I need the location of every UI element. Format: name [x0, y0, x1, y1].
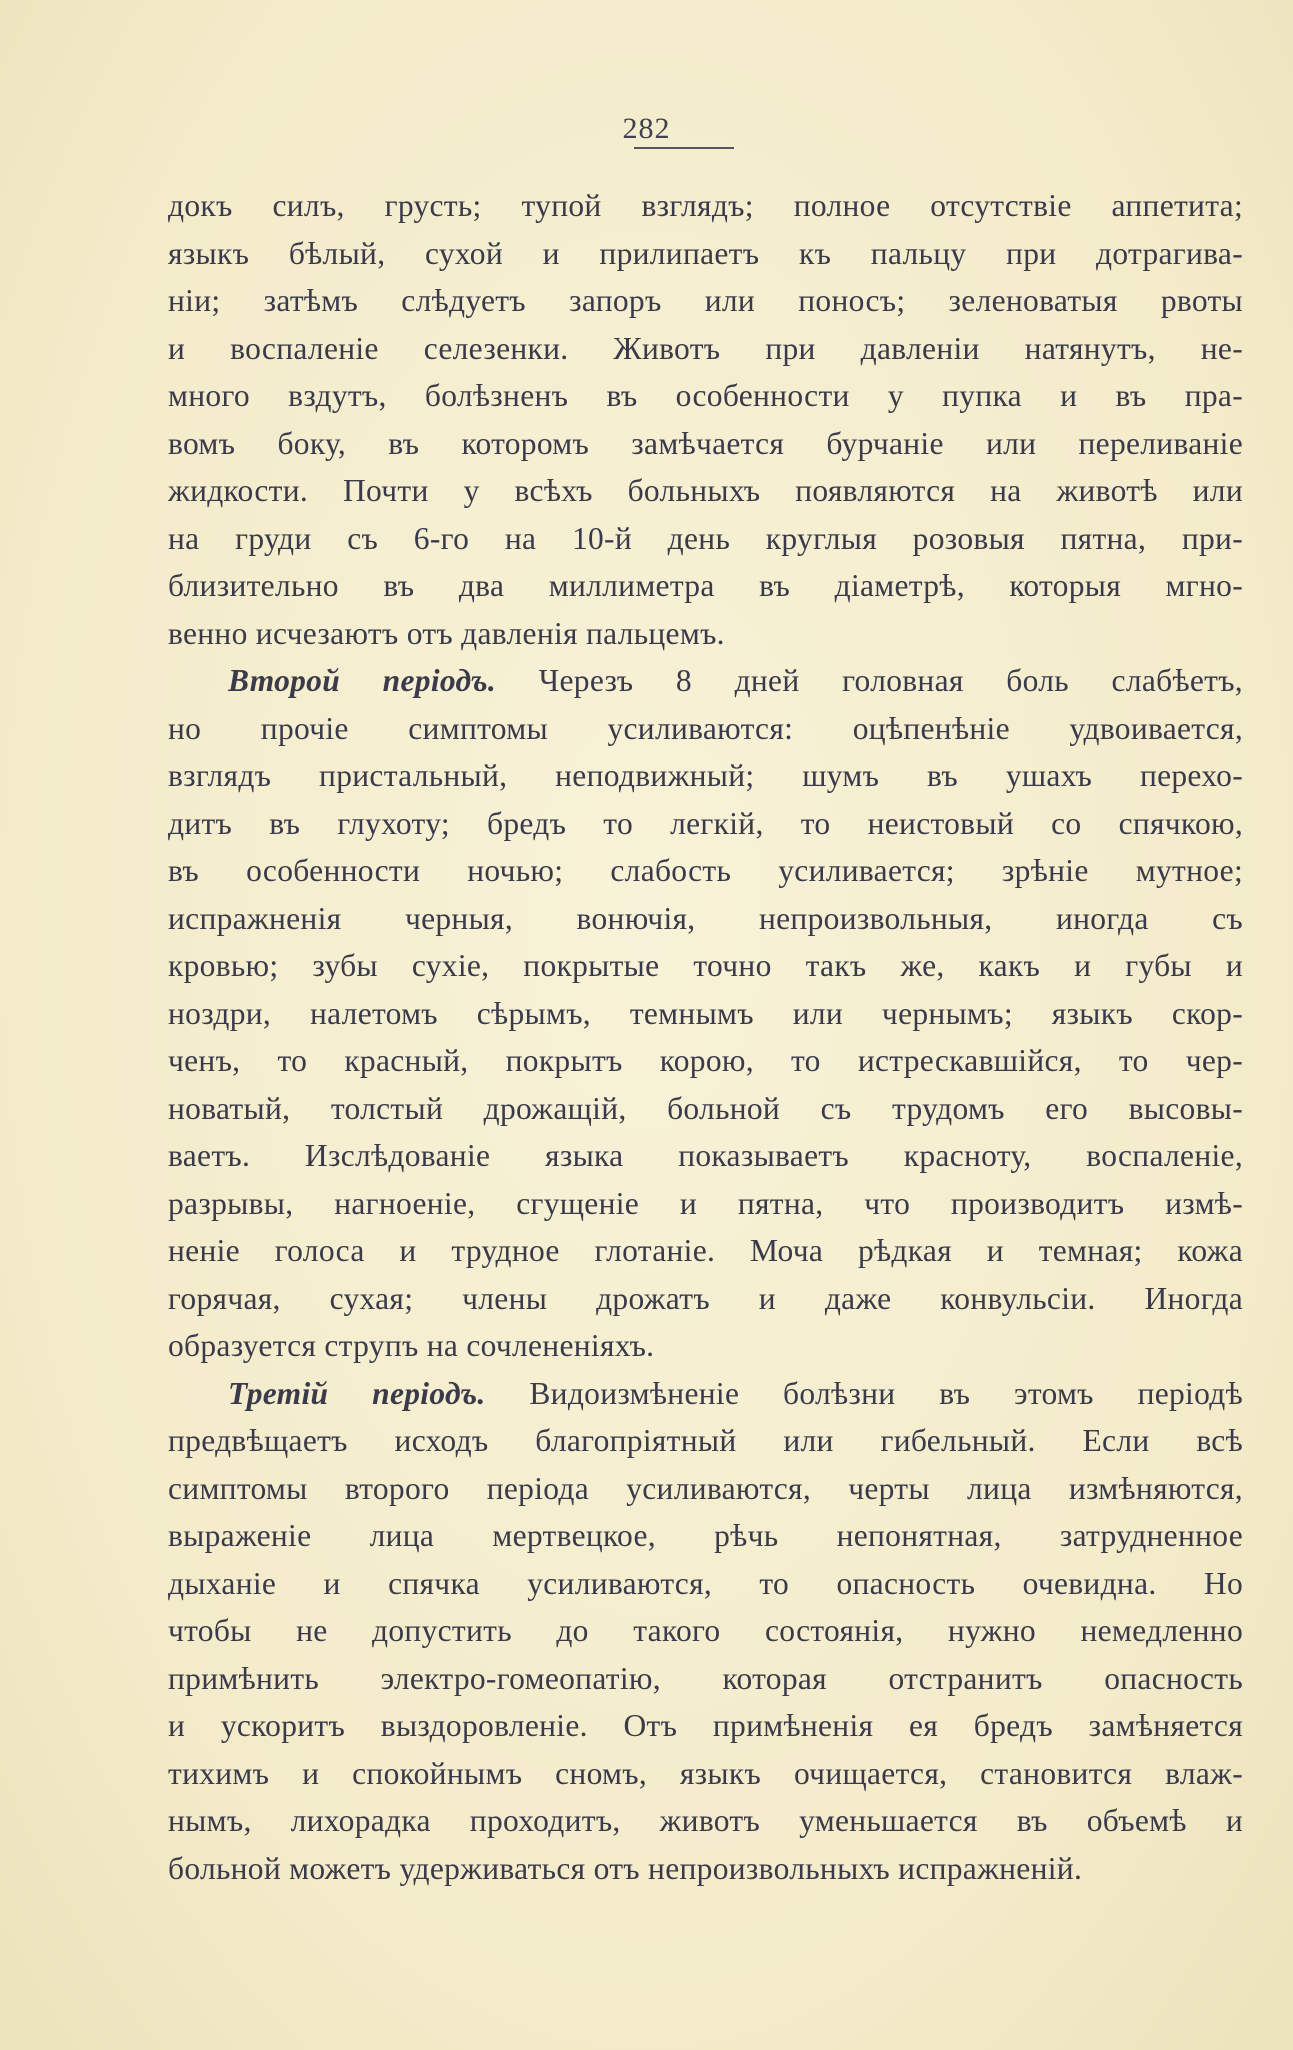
text-line: докъ силъ, грусть; тупой взглядъ; полное отсутствіе аппетита; [168, 188, 1243, 223]
text-line: дитъ въ глухоту; бредъ то легкій, то неистовый со спячкою, [168, 805, 1243, 841]
text-line: новатый, толстый дрожащій, больной съ трудомъ его высовы- [168, 1090, 1243, 1126]
text-line: вомъ боку, въ которомъ замѣчается бурчаніе или переливаніе [168, 425, 1243, 461]
text-line: неніе голоса и трудное глотаніе. Моча рѣдкая и темная; кожа [168, 1233, 1243, 1268]
section-heading-second-period: Второй періодъ. [228, 663, 497, 698]
text-line: выраженіе лица мертвецкое, рѣчь непонятная, затрудненное [168, 1518, 1243, 1553]
text-line: примѣнить электро-гомеопатію, которая отстранитъ опасность [168, 1660, 1243, 1696]
text-line: кровью; зубы сухіе, покрытые точно такъ же, какъ и губы и [168, 948, 1243, 983]
text-line: много вздутъ, болѣзненъ въ особенности у пупка и въ пра- [168, 378, 1243, 413]
paragraph-first-line [168, 657, 1243, 705]
text-line: нымъ, лихорадка проходитъ, животъ уменьшается въ объемѣ и [168, 1803, 1243, 1838]
text-line: венно исчезаютъ отъ давленія пальцемъ. [168, 615, 725, 651]
text-line: въ особенности ночью; слабость усиливается; зрѣніе мутное; [168, 853, 1243, 888]
text-line: взглядъ пристальный, неподвижный; шумъ въ ушахъ перехо- [168, 758, 1243, 793]
text-line: дыханіе и спячка усиливаются, то опасность очевидна. Но [168, 1565, 1243, 1601]
text-line: чтобы не допустить до такого состоянія, нужно немедленно [168, 1613, 1243, 1648]
text-line: языкъ бѣлый, сухой и прилипаетъ къ пальцу при дотрагива- [168, 235, 1243, 271]
text-line: горячая, сухая; члены дрожатъ и даже конвульсіи. Иногда [168, 1280, 1243, 1316]
text-line: близительно въ два миллиметра въ діаметрѣ, которыя мгно- [168, 568, 1243, 603]
paragraph-second-period [168, 657, 1243, 1370]
text-line: испражненія черныя, вонючія, непроизвольныя, иногда съ [168, 900, 1243, 936]
text-line: больной можетъ удерживаться отъ непроизвольныхъ испражненій. [168, 1850, 1083, 1886]
page-number: 282 [622, 112, 671, 145]
text-line: ноздри, налетомъ сѣрымъ, темнымъ или чернымъ; языкъ скор- [168, 995, 1243, 1031]
text-run: Черезъ 8 дней головная боль слабѣетъ, [496, 663, 1243, 698]
paragraph-first-line [168, 1370, 1243, 1418]
text-line: ніи; затѣмъ слѣдуетъ запоръ или поносъ; зеленоватыя рвоты [168, 283, 1243, 318]
paragraph-third-period [168, 1370, 1243, 1893]
text-line: и воспаленіе селезенки. Животъ при давленіи натянутъ, не- [168, 330, 1243, 366]
page-number-rule [634, 147, 734, 149]
text-line: ченъ, то красный, покрытъ корою, то истрескавшійся, то чер- [168, 1043, 1243, 1078]
section-heading-third-period: Третій періодъ. [228, 1375, 486, 1411]
text-line: образуется струпъ на сочлененіяхъ. [168, 1328, 655, 1363]
text-line: но прочіе симптомы усиливаются: оцѣпенѣніе удвоивается, [168, 710, 1243, 746]
text-line: предвѣщаетъ исходъ благопріятный или гибельный. Если всѣ [168, 1423, 1243, 1458]
text-line: жидкости. Почти у всѣхъ больныхъ появляются на животѣ или [168, 473, 1243, 508]
body-text [168, 182, 1243, 1892]
text-line: на груди съ 6-го на 10-й день круглыя розовыя пятна, при- [168, 520, 1243, 556]
text-line: ваетъ. Изслѣдованіе языка показываетъ красноту, воспаленіе, [168, 1138, 1243, 1173]
text-line: и ускоритъ выздоровленіе. Отъ примѣненія ея бредъ замѣняется [168, 1708, 1243, 1743]
text-line: симптомы второго періода усиливаются, черты лица измѣняются, [168, 1470, 1243, 1506]
text-line: разрывы, нагноеніе, сгущеніе и пятна, что производитъ измѣ- [168, 1185, 1243, 1221]
text-line: тихимъ и спокойнымъ сномъ, языкъ очищается, становится влаж- [168, 1755, 1243, 1791]
paragraph-symptoms-continued [168, 182, 1243, 657]
text-run: Видоизмѣненіе болѣзни въ этомъ періодѣ [485, 1375, 1243, 1411]
